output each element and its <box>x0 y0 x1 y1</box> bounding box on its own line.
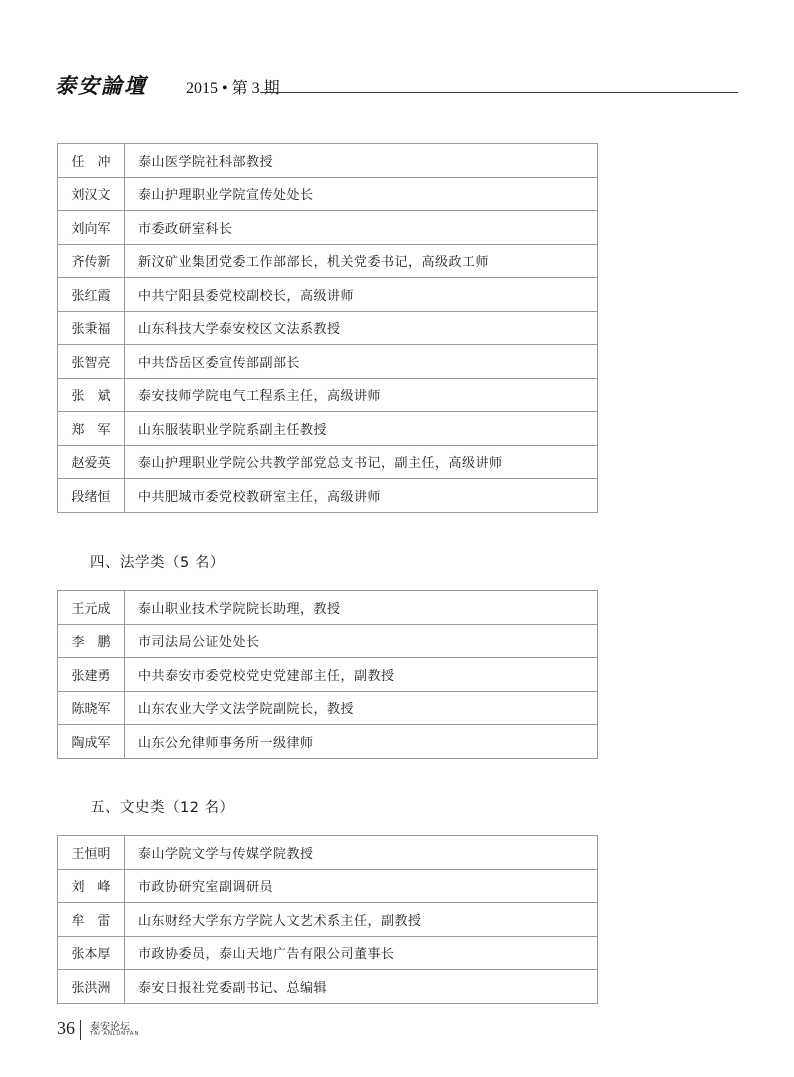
person-position: 泰山医学院社科部教授 <box>125 144 598 178</box>
person-name: 赵爱英 <box>58 445 125 479</box>
person-name: 王恒明 <box>58 836 125 870</box>
person-name: 齐传新 <box>58 244 125 278</box>
person-position: 市司法局公证处处长 <box>125 624 598 658</box>
person-name: 李 鹏 <box>58 624 125 658</box>
person-position: 泰山护理职业学院公共教学部党总支书记，副主任，高级讲师 <box>125 445 598 479</box>
table-row <box>58 278 598 312</box>
person-name: 刘向军 <box>58 211 125 245</box>
table-row <box>58 378 598 412</box>
table-row <box>58 591 598 625</box>
person-name: 任 冲 <box>58 144 125 178</box>
person-position: 山东农业大学文法学院副院长，教授 <box>125 691 598 725</box>
table-row <box>58 836 598 870</box>
footer-magazine-name: 泰安论坛 <box>90 1022 130 1033</box>
table-row <box>58 445 598 479</box>
person-name: 刘汉文 <box>58 177 125 211</box>
table-row <box>58 144 598 178</box>
person-name: 郑 军 <box>58 412 125 446</box>
table-row <box>58 311 598 345</box>
section-title-law: 四、法学类（5 名） <box>90 555 225 571</box>
person-name: 张洪洲 <box>58 970 125 1004</box>
person-name: 王元成 <box>58 591 125 625</box>
table-row <box>58 903 598 937</box>
table-row <box>58 869 598 903</box>
table-row <box>58 412 598 446</box>
table-row <box>58 725 598 759</box>
person-position: 泰安日报社党委副书记、总编辑 <box>125 970 598 1004</box>
footer-divider <box>80 1020 81 1040</box>
person-position: 泰山职业技术学院院长助理，教授 <box>125 591 598 625</box>
section-title-literature-history: 五、文史类（12 名） <box>90 800 235 816</box>
person-position: 中共宁阳县委党校副校长，高级讲师 <box>125 278 598 312</box>
table-row <box>58 345 598 379</box>
journal-title: 泰安論壇 <box>55 73 147 98</box>
page-header <box>55 70 738 96</box>
table-row <box>58 624 598 658</box>
table-row <box>58 658 598 692</box>
table-row <box>58 936 598 970</box>
person-name: 张红霞 <box>58 278 125 312</box>
roster-table-2 <box>57 590 598 759</box>
person-name: 陈晓军 <box>58 691 125 725</box>
person-name: 张 斌 <box>58 378 125 412</box>
person-position: 泰安技师学院电气工程系主任，高级讲师 <box>125 378 598 412</box>
person-position: 中共泰安市委党校党史党建部主任，副教授 <box>125 658 598 692</box>
table-row <box>58 211 598 245</box>
page-number: 36 <box>57 1018 75 1038</box>
person-name: 刘 峰 <box>58 869 125 903</box>
person-position: 山东服装职业学院系副主任教授 <box>125 412 598 446</box>
person-name: 张秉福 <box>58 311 125 345</box>
table-row <box>58 177 598 211</box>
person-position: 市政协委员，泰山天地广告有限公司董事长 <box>125 936 598 970</box>
footer-magazine-name-en: TAI ANLUNTAN <box>90 1031 140 1037</box>
person-position: 泰山学院文学与传媒学院教授 <box>125 836 598 870</box>
person-name: 张智亮 <box>58 345 125 379</box>
issue-label: 2015 • 第 3 期 <box>186 80 280 97</box>
person-name: 段绪恒 <box>58 479 125 513</box>
person-position: 泰山护理职业学院宣传处处长 <box>125 177 598 211</box>
person-name: 张建勇 <box>58 658 125 692</box>
roster-table-1 <box>57 143 598 513</box>
person-position: 山东公允律师事务所一级律师 <box>125 725 598 759</box>
table-row <box>58 691 598 725</box>
table-row <box>58 244 598 278</box>
person-position: 市政协研究室副调研员 <box>125 869 598 903</box>
person-position: 中共肥城市委党校教研室主任，高级讲师 <box>125 479 598 513</box>
person-name: 牟 雷 <box>58 903 125 937</box>
table-row <box>58 479 598 513</box>
header-rule <box>260 92 738 93</box>
person-position: 山东科技大学泰安校区文法系教授 <box>125 311 598 345</box>
person-name: 陶成军 <box>58 725 125 759</box>
roster-table-3 <box>57 835 598 1004</box>
table-row <box>58 970 598 1004</box>
person-position: 新汶矿业集团党委工作部部长，机关党委书记，高级政工师 <box>125 244 598 278</box>
person-position: 山东财经大学东方学院人文艺术系主任，副教授 <box>125 903 598 937</box>
person-position: 中共岱岳区委宣传部副部长 <box>125 345 598 379</box>
person-name: 张本厚 <box>58 936 125 970</box>
person-position: 市委政研室科长 <box>125 211 598 245</box>
